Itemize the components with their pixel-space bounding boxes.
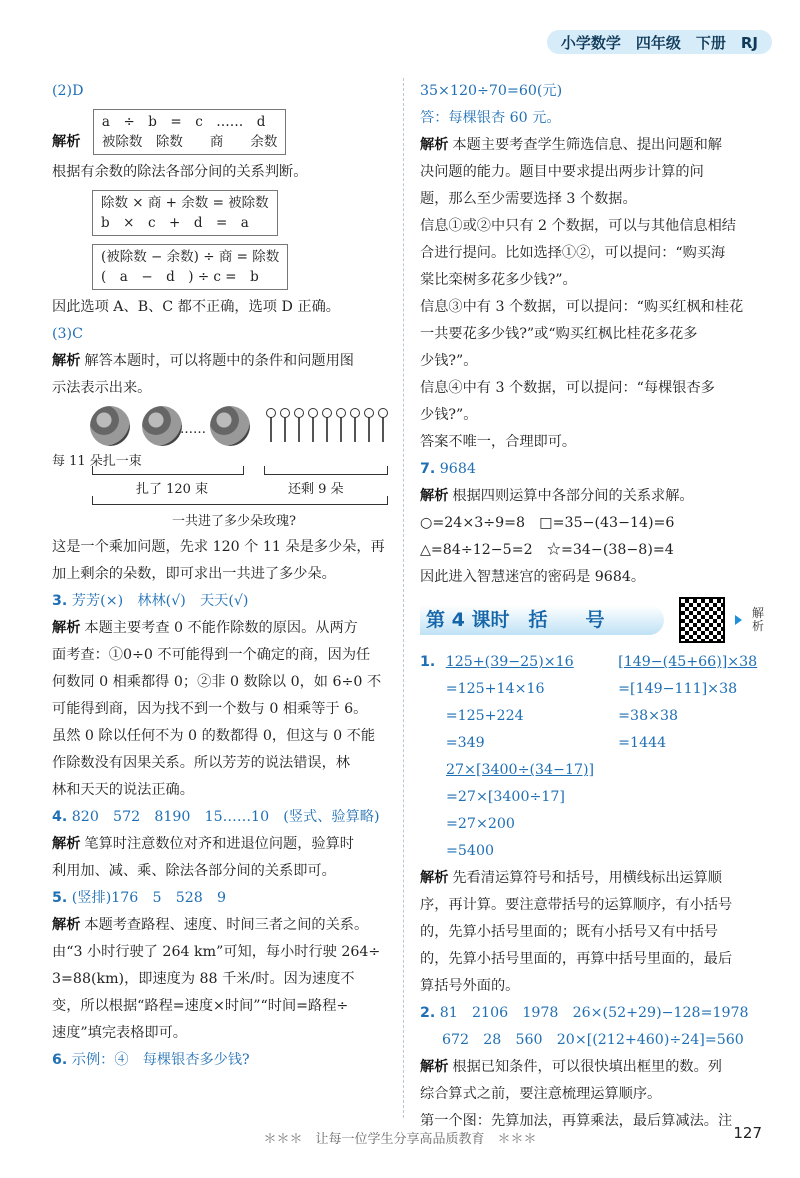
text-line: 棠比栾树多花多少钱?”。 xyxy=(420,272,577,288)
text-line: 因此进入智慧迷宫的密码是 9684。 xyxy=(420,569,646,585)
calc-line: =125+14×16 xyxy=(445,681,545,697)
analysis-tag: 解析 xyxy=(420,488,449,504)
question-number: 6. xyxy=(52,1052,68,1068)
conclusion-text: 因此选项 A、B、C 都不正确，选项 D 正确。 xyxy=(52,299,340,315)
question-number: 2. xyxy=(420,1005,436,1021)
column-divider xyxy=(403,78,404,1118)
division-box xyxy=(93,109,287,155)
rose-icon xyxy=(336,408,346,418)
calc-line: =27×[3400÷17] xyxy=(446,789,565,805)
calc-line: [149−(45+66)]×38 xyxy=(618,654,758,670)
text-line: 少钱?”。 xyxy=(420,407,478,423)
text-line: 题，那么至少需要选择 3 个数据。 xyxy=(420,191,637,207)
analysis-tag: 解析 xyxy=(52,917,81,933)
calc-block-2 xyxy=(420,757,766,865)
answer-text: 9684 xyxy=(439,461,476,477)
diagram-label-left: 还剩 9 朵 xyxy=(288,482,344,497)
diagram-label-each: 每 11 朵扎一束 xyxy=(52,454,142,469)
calc-line: =38×38 xyxy=(618,708,679,724)
text-line: 3=88(km)，即速度为 88 千米/时。因为速度不 xyxy=(52,971,355,987)
right-column xyxy=(420,78,766,1135)
analysis-tag: 解析 xyxy=(420,870,449,886)
answer-text: 答：每棵银杏 60 元。 xyxy=(420,110,561,126)
answer-text: (竖排)176 5 528 9 xyxy=(71,890,227,906)
analysis-tag: 解析 xyxy=(52,134,81,150)
text-line: 笔算时注意数位对齐和进退位问题，验算时 xyxy=(84,836,354,852)
analysis-tag: 解析 xyxy=(420,1059,449,1075)
calc-line: =[149−111]×38 xyxy=(618,681,738,697)
relation-box-1 xyxy=(92,190,278,236)
calc-line: =125+224 xyxy=(445,708,524,724)
text-line: 答案不唯一，合理即可。 xyxy=(420,434,577,450)
relation-box-1-row1: 除数 × 商 + 余数 = 被除数 xyxy=(101,195,269,211)
text-line: 作除数没有因果关系。所以芳芳的说法错误，林 xyxy=(52,755,350,771)
text-line: 本题考查路程、速度、时间三者之间的关系。 xyxy=(84,917,369,933)
brace-total xyxy=(92,496,388,505)
question-number: 5. xyxy=(52,890,68,906)
rose-icon xyxy=(266,408,276,418)
left-column xyxy=(52,78,392,1074)
relation-box-2 xyxy=(92,244,288,290)
text-line: 信息③中有 3 个数据，可以提问：“购买红枫和桂花 xyxy=(420,299,744,315)
text-line: 决问题的能力。题目中要求提出两步计算的问 xyxy=(420,164,704,180)
calc-line: =349 xyxy=(445,735,485,751)
rose-diagram xyxy=(52,404,392,532)
text-line: 何数同 0 相乘都得 0；②非 0 数除以 0，如 6÷0 不 xyxy=(52,674,382,690)
answer-text: 35×120÷70=60(元) xyxy=(420,83,563,99)
text-line: 合进行提问。比如选择①②，可以提问：“购买海 xyxy=(420,245,726,261)
text-line: 本题主要考查 0 不能作除数的原因。从两方 xyxy=(84,620,358,636)
calc-line: =5400 xyxy=(446,843,494,859)
question-number: 1. xyxy=(420,654,436,670)
relation-text: 根据有余数的除法各部分间的关系判断。 xyxy=(52,164,308,180)
rose-icon xyxy=(378,408,388,418)
question-number: 7. xyxy=(420,461,436,477)
question-number: 4. xyxy=(52,809,68,825)
calc-line: =27×200 xyxy=(446,816,515,832)
text-line: 加上剩余的朵数，即可求出一共进了多少朵。 xyxy=(52,566,336,582)
analysis-tag: 解析 xyxy=(52,620,81,636)
rose-bunch-icon xyxy=(90,406,130,446)
rose-bunch-icon xyxy=(210,406,250,446)
brace-right xyxy=(264,466,388,475)
question-number: 3. xyxy=(52,593,68,609)
rose-icon xyxy=(294,408,304,418)
text-line: 信息①或②中只有 2 个数据，可以与其他信息相结 xyxy=(420,218,736,234)
text-line: 利用加、减、乘、除法各部分间的关系即可。 xyxy=(52,863,336,879)
lesson-banner xyxy=(420,597,766,643)
text-line: 少钱?”。 xyxy=(420,353,478,369)
text-line: 根据已知条件，可以很快填出框里的数。列 xyxy=(452,1059,722,1075)
diagram-label-total: 一共进了多少朵玫瑰? xyxy=(172,514,296,529)
book-header: 小学数学 四年级 下册 RJ xyxy=(547,30,772,54)
footer-slogan: ＊＊＊ 让每一位学生分享高品质教育 ＊＊＊ xyxy=(263,1132,537,1147)
answer-text: 672 28 560 20×[(212+460)÷24]=560 xyxy=(442,1032,744,1048)
text-line: 算括号外面的。 xyxy=(420,978,520,994)
text-line: 变，所以根据“路程=速度×时间”“时间=路程÷ xyxy=(52,998,349,1014)
text-line: 这是一个乘加问题，先求 120 个 11 朵是多少朵，再 xyxy=(52,539,385,555)
division-box-row1: a ÷ b = c …… d xyxy=(101,114,266,130)
rose-icon xyxy=(308,408,318,418)
text-line: 虽然 0 除以任何不为 0 的数都得 0，但这与 0 不能 xyxy=(52,728,376,744)
analysis-tag: 解析 xyxy=(52,836,81,852)
text-line: 的，先算小括号里面的；既有小括号又有中括号 xyxy=(420,924,718,940)
rose-icon xyxy=(350,408,360,418)
answer-text: 芳芳(×) 林林(√) 天天(√) xyxy=(71,593,249,609)
text-line: 先看清运算符号和括号，用横线标出运算顺 xyxy=(452,870,722,886)
qr-label: 解析 xyxy=(752,606,765,633)
rose-icon xyxy=(280,408,290,418)
relation-box-2-row2: ( a − d ) ÷ c = b xyxy=(101,269,259,285)
text-line: 本题主要考查学生筛选信息、提出问题和解 xyxy=(452,137,722,153)
diagram-dots: …… xyxy=(180,422,206,437)
text-line: 综合算式之前，要注意梳理运算顺序。 xyxy=(420,1086,662,1102)
text-line: △=84÷12−5=2 ☆=34−(38−8)=4 xyxy=(420,542,674,558)
text-line: 速度”填完表格即可。 xyxy=(52,1025,187,1041)
answer-text: 81 2106 1978 26×(52+29)−128=1978 xyxy=(439,1005,749,1021)
rose-icon xyxy=(322,408,332,418)
calc-line: 27×[3400÷(34−17)] xyxy=(446,762,595,778)
diagram-label-tied: 扎了 120 束 xyxy=(136,482,209,497)
relation-box-2-row1: (被除数 − 余数) ÷ 商 = 除数 xyxy=(101,249,280,265)
calc-line: 125+(39−25)×16 xyxy=(445,654,574,670)
play-icon[interactable] xyxy=(735,615,742,625)
relation-box-1-row2: b × c + d = a xyxy=(101,215,249,231)
answer-text: 820 572 8190 15……10 (竖式、验算略) xyxy=(71,809,380,825)
text-line: 由“3 小时行驶了 264 km”可知，每小时行驶 264÷ xyxy=(52,944,381,960)
text-line: 根据四则运算中各部分间的关系求解。 xyxy=(452,488,694,504)
lesson-title: 第 4 课时 括 号 xyxy=(420,605,664,635)
text-line: 示法表示出来。 xyxy=(52,380,152,396)
text-line: ○=24×3÷9=8 □=35−(43−14)=6 xyxy=(420,515,675,531)
text-line: 信息④中有 3 个数据，可以提问：“每棵银杏多 xyxy=(420,380,715,396)
division-box-row2: 被除数 除数 商 余数 xyxy=(101,134,278,150)
calc-line: =1444 xyxy=(618,735,667,751)
calc-block-1 xyxy=(420,649,766,757)
analysis-tag: 解析 xyxy=(52,353,81,369)
text-line: 解答本题时，可以将题中的条件和问题用图 xyxy=(84,353,354,369)
text-line: 一共要花多少钱?”或“购买红枫比桂花多花多 xyxy=(420,326,698,342)
text-line: 的，先算小括号里面的，再算中括号里面的，最后 xyxy=(420,951,733,967)
rose-bunch-icon xyxy=(142,406,182,446)
text-line: 面考查：①0÷0 不可能得到一个确定的商，因为任 xyxy=(52,647,371,663)
answer-text: 示例：④ 每棵银杏多少钱? xyxy=(71,1052,250,1068)
brace-left xyxy=(92,466,244,475)
qr-code-icon[interactable] xyxy=(679,597,725,643)
rose-icon xyxy=(364,408,374,418)
text-line: 序，再计算。要注意带括号的运算顺序，有小括号 xyxy=(420,897,733,913)
analysis-tag: 解析 xyxy=(420,137,449,153)
text-line: 林和天天的说法正确。 xyxy=(52,782,194,798)
text-line: 第一个图：先算加法，再算乘法，最后算减法。注 xyxy=(420,1113,733,1129)
text-line: 可能得到商，因为找不到一个数与 0 相乘等于 6。 xyxy=(52,701,368,717)
answer-2: (2)D xyxy=(52,83,84,99)
page-number: 127 xyxy=(733,1124,762,1142)
answer-3: (3)C xyxy=(52,326,83,342)
